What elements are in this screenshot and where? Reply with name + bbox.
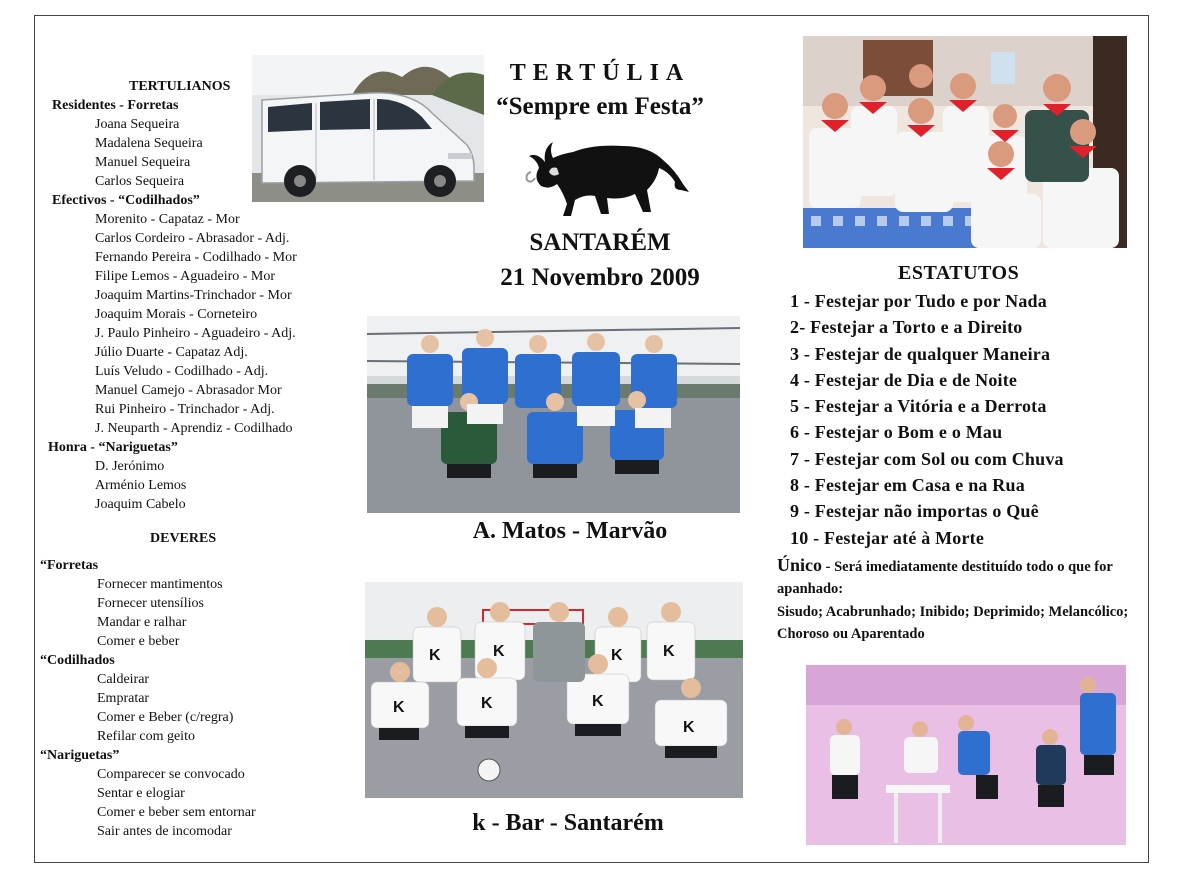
residente-item: Manuel Sequeira (95, 155, 191, 170)
deveres-section (40, 529, 370, 841)
page-subtitle: “Sempre em Festa” (496, 93, 704, 120)
efectivo-item: Fernando Pereira - Codilhado - Mor (95, 250, 297, 265)
dever-item: Comer e beber (97, 634, 180, 649)
unico-clause (777, 554, 1142, 600)
stage-photo (806, 665, 1126, 845)
group-photo (803, 36, 1127, 248)
honra-label: Honra - “Nariguetas” (48, 440, 178, 455)
estatuto-item: 9 - Festejar não importas o Quê (790, 501, 1039, 522)
efectivo-item: Joaquim Morais - Corneteiro (95, 307, 258, 322)
residente-item: Carlos Sequeira (95, 174, 185, 189)
estatutos-heading: ESTATUTOS (898, 262, 1020, 284)
honra-item: Joaquim Cabelo (95, 497, 186, 512)
shirt-k-logo: K (663, 643, 675, 660)
tertulianos-heading: TERTULIANOS (129, 79, 231, 94)
shirt-k-logo: K (429, 647, 441, 664)
van-photo (252, 55, 484, 202)
dever-item: Caldeirar (97, 672, 150, 687)
team-marvao-illustration (367, 316, 740, 513)
dever-item: Sair antes de incomodar (97, 824, 232, 839)
estatuto-item: 6 - Festejar o Bom e o Mau (790, 422, 1003, 443)
team-photo-marvao (367, 316, 740, 513)
residente-item: Madalena Sequeira (95, 136, 203, 151)
forretas-label: “Forretas (40, 558, 99, 573)
residentes-label: Residentes - Forretas (52, 98, 179, 113)
estatuto-item: 8 - Festejar em Casa e na Rua (790, 475, 1025, 496)
estatuto-item: 7 - Festejar com Sol ou com Chuva (790, 448, 1064, 469)
stage-photo-illustration (806, 665, 1126, 845)
efectivo-item: Joaquim Martins-Trinchador - Mor (95, 288, 292, 303)
shirt-k-logo: K (493, 643, 505, 660)
dever-item: Fornecer utensílios (97, 596, 204, 611)
team-photo-kbar (365, 582, 743, 798)
efectivo-item: Morenito - Capataz - Mor (95, 212, 240, 227)
estatuto-item: 1 - Festejar por Tudo e por Nada (790, 291, 1047, 311)
dever-item: Mandar e ralhar (97, 615, 187, 630)
efectivo-item: Manuel Camejo - Abrasador Mor (95, 383, 282, 398)
dever-item: Fornecer mantimentos (97, 577, 223, 592)
dever-item: Sentar e elogiar (97, 786, 185, 801)
nariguetas-label: “Nariguetas” (40, 748, 120, 763)
honra-item: D. Jerónimo (95, 459, 165, 474)
team-kbar-illustration (365, 582, 743, 798)
estatuto-item: 4 - Festejar de Dia e de Noite (790, 369, 1018, 390)
estatuto-item: 10 - Festejar até à Morte (790, 527, 985, 548)
estatuto-item: 5 - Festejar a Vitória e a Derrota (790, 396, 1047, 417)
dever-item: Comparecer se convocado (97, 767, 245, 782)
shirt-k-logo: K (592, 693, 604, 710)
efectivo-item: Luís Veludo - Codilhado - Adj. (95, 364, 269, 379)
efectivos-label: Efectivos - “Codilhados” (52, 193, 200, 208)
efectivo-item: J. Neuparth - Aprendiz - Codilhado (95, 421, 293, 436)
shirt-k-logo: K (393, 699, 405, 716)
codilhados-label: “Codilhados (40, 653, 115, 668)
bull-icon (523, 134, 693, 220)
event-date: 21 Novembro 2009 (500, 264, 700, 291)
efectivo-item: J. Paulo Pinheiro - Aguadeiro - Adj. (95, 326, 296, 341)
efectivo-item: Carlos Cordeiro - Abrasador - Adj. (95, 231, 290, 246)
page-title: TERTÚLIA (509, 60, 691, 86)
city-name: SANTARÉM (529, 229, 671, 256)
dever-item: Comer e beber sem entornar (97, 805, 256, 820)
dever-item: Refilar com geito (97, 729, 195, 744)
shirt-k-logo: K (481, 695, 493, 712)
team-caption-kbar: k - Bar - Santarém (472, 810, 664, 836)
estatuto-item: 2- Festejar a Torto e a Direito (790, 317, 1023, 338)
estatutos-list (790, 288, 1140, 551)
honra-item: Arménio Lemos (95, 478, 187, 493)
group-photo-illustration (803, 36, 1127, 248)
efectivo-item: Júlio Duarte - Capataz Adj. (95, 345, 248, 360)
shirt-k-logo: K (683, 719, 695, 736)
efectivo-item: Filipe Lemos - Aguadeiro - Mor (95, 269, 276, 284)
shirt-k-logo: K (611, 647, 623, 664)
estatuto-item: 3 - Festejar de qualquer Maneira (790, 343, 1051, 364)
deveres-heading: DEVERES (150, 531, 217, 546)
dever-item: Empratar (97, 691, 150, 706)
residente-item: Joana Sequeira (95, 117, 180, 132)
team-caption-marvao: A. Matos - Marvão (472, 518, 668, 544)
efectivo-item: Rui Pinheiro - Trinchador - Adj. (95, 402, 275, 417)
unico-list: Sisudo; Acabrunhado; Inibido; Deprimido; Melancólico; Choroso ou Aparentado (777, 604, 1129, 642)
van-illustration (252, 55, 484, 202)
dever-item: Comer e Beber (c/regra) (97, 710, 234, 725)
unico-label: Único (777, 555, 822, 575)
unico-text: - Será imediatamente destituído todo o que for apanhado: (777, 559, 1113, 597)
